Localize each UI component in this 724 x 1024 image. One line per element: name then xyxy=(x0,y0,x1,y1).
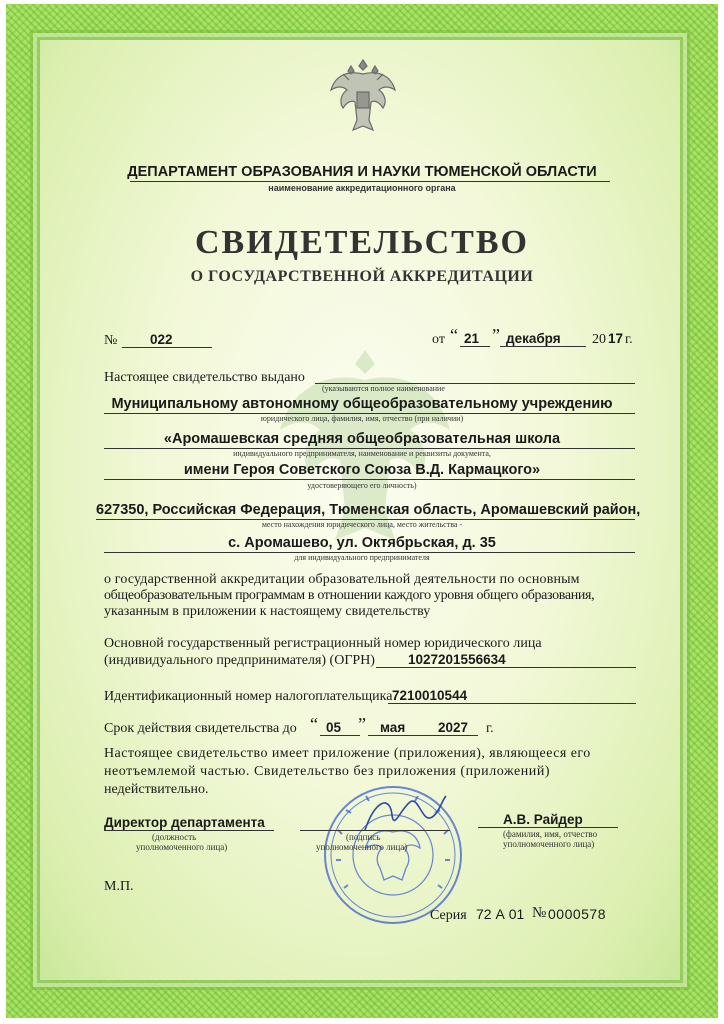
name-caption-1: (фамилия, имя, отчество xyxy=(503,829,598,839)
appendix-text-line-1: Настоящее свидетельство имеет приложение (приложения), являющееся его xyxy=(104,746,591,761)
date-from-label: от xyxy=(432,332,445,347)
signature-caption-1: (подпись xyxy=(346,832,381,842)
certificate-title: СВИДЕТЕЛЬСТВО xyxy=(195,224,529,261)
signatory-name: А.В. Райдер xyxy=(503,812,583,827)
issued-org-line-1: Муниципальному автономному общеобразовательному учреждению xyxy=(111,396,613,412)
name-caption-2: уполномоченного лица) xyxy=(503,839,595,849)
position-caption-2: уполномоченного лица) xyxy=(136,842,228,852)
authority-underline xyxy=(130,181,610,182)
series-number-label: № xyxy=(532,905,547,921)
month-underline xyxy=(500,346,586,347)
date-quote-open: “ xyxy=(450,325,458,345)
issued-caption-6: для индивидуального предпринимателя xyxy=(294,553,430,562)
issue-year-suffix: 17 xyxy=(608,331,624,346)
issued-address-line-1: 627350, Российская Федерация, Тюменская область, Аромашевский район, xyxy=(96,502,641,518)
certificate-number: 022 xyxy=(150,332,173,347)
issued-caption-5: место нахождения юридического лица, место жительства - xyxy=(261,520,463,529)
authority-caption: наименование аккредитационного органа xyxy=(268,183,456,193)
inn-label: Идентификационный номер налогоплательщика xyxy=(104,689,393,704)
ogrn-underline xyxy=(376,667,636,668)
issued-label: Настоящее свидетельство выдано xyxy=(104,370,305,385)
position-caption-1: (должность xyxy=(152,832,197,842)
validity-quote-close: ” xyxy=(358,714,366,734)
series-number: 0000578 xyxy=(548,906,607,922)
validity-label: Срок действия свидетельства до xyxy=(104,721,297,736)
validity-day: 05 xyxy=(326,720,342,735)
ogrn-label-line-2: (индивидуального предпринимателя) (ОГРН) xyxy=(104,653,375,668)
issued-address-line-2: с. Аромашево, ул. Октябрьская, д. 35 xyxy=(228,535,496,551)
issued-line-3 xyxy=(104,479,635,480)
validity-month-underline xyxy=(368,735,478,736)
accreditation-text-line-2: общеобразовательным программам в отношении каждого уровня общего образования, xyxy=(104,588,595,603)
validity-quote-open: “ xyxy=(310,714,318,734)
inn-underline xyxy=(388,703,636,704)
issue-day: 21 xyxy=(464,331,480,346)
ogrn-value: 1027201556634 xyxy=(408,652,506,667)
issued-org-line-2: «Аромашевская средняя общеобразовательная школа xyxy=(163,431,561,447)
validity-g: г. xyxy=(486,721,494,736)
signature-caption-2: уполномоченного лица) xyxy=(316,842,408,852)
issued-caption-2: юридического лица, фамилия, имя, отчество (при наличии) xyxy=(260,414,464,423)
seal-place-label: М.П. xyxy=(104,879,134,894)
name-underline xyxy=(478,827,618,828)
date-quote-close: ” xyxy=(492,325,500,345)
issued-caption-4: удостоверяющего его личность) xyxy=(307,481,417,490)
coat-of-arms-emblem xyxy=(327,56,399,138)
position-underline xyxy=(104,830,274,831)
appendix-text-line-2: неотъемлемой частью. Свидетельство без приложения (приложений) xyxy=(104,764,551,779)
authority-name: ДЕПАРТАМЕНТ ОБРАЗОВАНИЯ И НАУКИ ТЮМЕНСКОЙ ОБЛАСТИ xyxy=(127,164,597,180)
accreditation-text-line-1: о государственной аккредитации образовательной деятельности по основным xyxy=(104,572,580,587)
series-label: Серия xyxy=(430,908,467,923)
year-g: г. xyxy=(625,332,633,347)
inn-value: 7210010544 xyxy=(392,688,468,703)
year-prefix: 20 xyxy=(592,332,606,347)
validity-day-underline xyxy=(320,735,360,736)
number-label: № xyxy=(104,333,118,348)
issue-month: декабря xyxy=(506,331,561,346)
validity-month: мая xyxy=(380,720,406,735)
issued-caption-1: (указываются полное наименование xyxy=(322,384,445,393)
validity-year: 2027 xyxy=(438,720,469,735)
signatory-position: Директор департамента xyxy=(104,815,265,830)
issued-org-line-3: имени Героя Советского Союза В.Д. Кармацкого» xyxy=(183,462,541,478)
accreditation-text-line-3: указанным в приложении к настоящему свидетельству xyxy=(104,604,431,619)
certificate-subtitle: О ГОСУДАРСТВЕННОЙ АККРЕДИТАЦИИ xyxy=(190,268,534,285)
day-underline xyxy=(460,346,490,347)
number-underline xyxy=(122,347,212,348)
appendix-text-line-3: недействительно. xyxy=(104,782,209,797)
series-value: 72 А 01 xyxy=(476,906,525,922)
issued-caption-3: индивидуального предпринимателя, наименование и реквизиты документа, xyxy=(233,449,491,458)
ogrn-label-line-1: Основной государственный регистрационный номер юридического лица xyxy=(104,636,542,651)
